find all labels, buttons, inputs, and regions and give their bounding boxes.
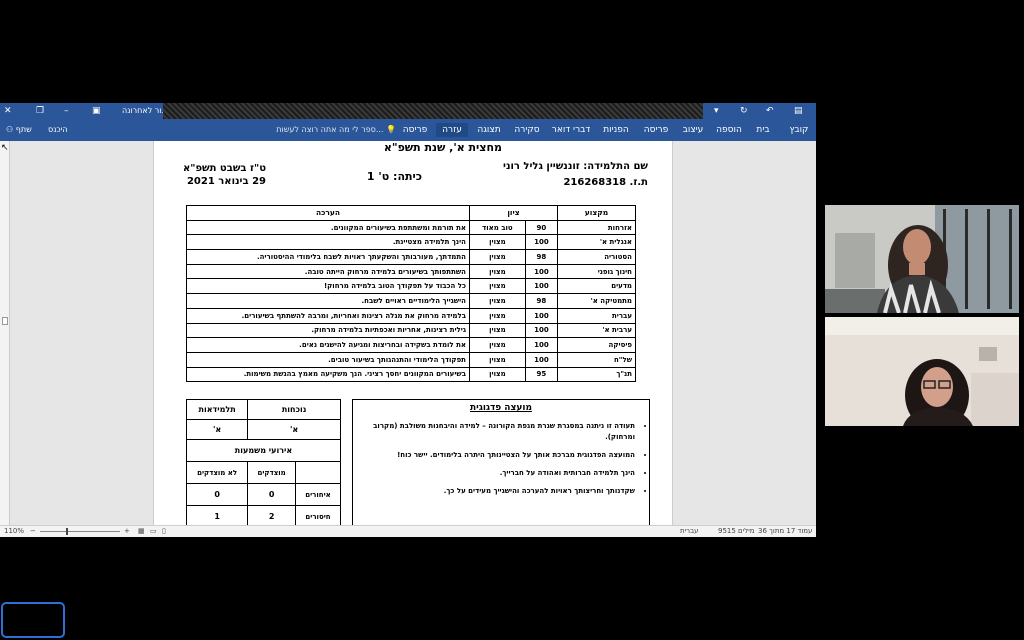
tab-layout[interactable]: פריסה [643, 125, 669, 135]
attendance-table [186, 399, 341, 525]
verbal-grade-cell: טוב מאוד [469, 220, 525, 235]
lates-label: איחורים [296, 484, 341, 506]
zoom-out-button[interactable]: − [30, 527, 36, 535]
comment-cell: כל הכבוד על תפקודך הטוב בלמידה מרחוק! [187, 279, 470, 294]
tab-view[interactable]: תצוגה [477, 125, 501, 135]
word-count[interactable]: 9515 מילים [718, 527, 755, 535]
table-row [187, 220, 636, 235]
tell-me-text: ספר לי מה אתה רוצה לעשות... [276, 125, 384, 134]
ruler-marker [2, 317, 8, 325]
subject-cell: חינוך גופני [558, 264, 636, 279]
events-title: אירועי משמעות [187, 440, 341, 462]
comment-cell: תפקודך הלימודי והתנהגותך בשיעור טובים. [187, 352, 470, 367]
tab-references[interactable]: הפניות [603, 125, 629, 135]
subject-cell: ערבית א' [558, 323, 636, 338]
absences-label: חיסורים [296, 506, 341, 526]
subject-cell: אנגלית א' [558, 235, 636, 250]
table-row [187, 338, 636, 353]
lates-unjustified: 0 [187, 484, 248, 506]
table-row [187, 367, 636, 382]
document-canvas[interactable] [10, 141, 816, 525]
empty-cell [296, 462, 341, 484]
minimize-icon[interactable]: – [64, 106, 69, 116]
status-bar [0, 525, 816, 537]
comment-cell: הינך תלמידה מצטיינת. [187, 235, 470, 250]
comment-cell: את לומדת בשקידה ובחריצות ומגיעה להישגים נאים. [187, 338, 470, 353]
restore-icon[interactable]: ❐ [36, 106, 45, 116]
table-row [187, 279, 636, 294]
attendance-value: א' [248, 420, 341, 440]
web-layout-icon[interactable]: ▦ [138, 527, 145, 535]
table-row [187, 308, 636, 323]
discipline-value: א' [187, 420, 248, 440]
table-header-row [187, 206, 636, 221]
user-icon: ⚇ [6, 125, 14, 134]
undo-icon[interactable]: ↶ [766, 106, 774, 116]
score-cell: 100 [525, 338, 557, 353]
subject-cell: אזרחות [558, 220, 636, 235]
ribbon-display-icon[interactable]: ▣ [92, 106, 101, 116]
column-header: מקצוע [558, 206, 636, 221]
mouse-cursor-icon: ↖ [1, 143, 9, 153]
table-row [187, 352, 636, 367]
verbal-grade-cell: מצוין [469, 294, 525, 309]
participant-video-2[interactable] [825, 317, 1019, 426]
tab-layout-2[interactable]: פריסה [402, 125, 428, 135]
share-button[interactable] [6, 123, 46, 137]
unjustified-header: לא מוצדקים [187, 462, 248, 484]
column-header: הערכה [187, 206, 470, 221]
participant-video-image [825, 205, 1019, 313]
tab-insert[interactable]: הוספה [716, 125, 742, 135]
zoom-slider[interactable] [40, 531, 120, 532]
class-label: כיתה: ט' 1 [366, 170, 422, 183]
score-cell: 90 [525, 220, 557, 235]
comment-cell: בלמידה מרחוק את מגלה רצינות ואחריות, ומרבה להשתתף בשיעורים. [187, 308, 470, 323]
subject-cell: מדעים [558, 279, 636, 294]
page-indicator[interactable]: עמוד 17 מתוך 36 [758, 527, 813, 535]
print-layout-icon[interactable]: ▭ [150, 527, 157, 535]
subject-cell: פיסיקה [558, 338, 636, 353]
subject-cell: הסטוריה [558, 250, 636, 265]
qat-more-icon[interactable]: ▾ [714, 106, 719, 116]
verbal-grade-cell: מצוין [469, 264, 525, 279]
verbal-grade-cell: מצוין [469, 279, 525, 294]
score-cell: 100 [525, 323, 557, 338]
student-name: שם התלמידה: זוננשיין גליל רוני [503, 161, 648, 172]
advice-title: מועצה פדגוגית [470, 403, 532, 413]
close-icon[interactable]: ✕ [4, 106, 12, 116]
lates-justified: 0 [248, 484, 296, 506]
comment-cell: את תורמת ומשתתפת בשיעורים המקוונים. [187, 220, 470, 235]
word-titlebar [0, 103, 816, 119]
language-indicator[interactable]: עברית [680, 527, 699, 535]
score-cell: 100 [525, 235, 557, 250]
score-cell: 100 [525, 279, 557, 294]
pedagogic-council-box [352, 399, 650, 525]
score-cell: 98 [525, 250, 557, 265]
absences-unjustified: 1 [187, 506, 248, 526]
report-title: מחצית א', שנת תשפ"א [383, 141, 502, 154]
participant-video-image [825, 317, 1019, 426]
comment-cell: השתתפותך בשיעורים בלמידה מרחוק הייתה טובה. [187, 264, 470, 279]
comment-cell: גילית רצינות, אחריות ואכפתיות בלמידה מרחוק. [187, 323, 470, 338]
score-cell: 98 [525, 294, 557, 309]
grades-table [186, 205, 636, 382]
zoom-slider-thumb[interactable] [66, 528, 68, 535]
tab-file[interactable]: קובץ [789, 125, 809, 135]
verbal-grade-cell: מצוין [469, 235, 525, 250]
table-row [187, 250, 636, 265]
read-mode-icon[interactable]: ▯ [162, 527, 166, 535]
document-page [153, 141, 673, 525]
discipline-header: תלמידאות [187, 400, 248, 420]
subject-cell: תנ"ך [558, 367, 636, 382]
list-item: • שקדנותך וחריצותך ראויות להערכה והישגייך מעידים על כך. [359, 486, 635, 497]
verbal-grade-cell: מצוין [469, 338, 525, 353]
tab-home[interactable]: בית [756, 125, 770, 135]
table-row [187, 235, 636, 250]
vertical-ruler [0, 141, 10, 525]
list-item: • הינך תלמידה חברותית ואהודה על חברייך. [359, 468, 635, 479]
redo-icon[interactable]: ↻ [740, 106, 748, 116]
attendance-header: נוכחות [248, 400, 341, 420]
date-gregorian: 29 בינואר 2021 [186, 176, 266, 187]
list-item: • המועצה הפדגוגית מברכת אותך על הצטיינותך היתרה בלימודים. יישר כוח! [359, 450, 635, 461]
ribbon-tabs [0, 119, 816, 141]
absences-justified: 2 [248, 506, 296, 526]
verbal-grade-cell: מצוין [469, 323, 525, 338]
subject-cell: של"ח [558, 352, 636, 367]
tab-mailings[interactable]: דברי דואר [551, 125, 591, 135]
subject-cell: עברית [558, 308, 636, 323]
column-header: ציון [469, 206, 557, 221]
verbal-grade-cell: מצוין [469, 352, 525, 367]
comment-cell: התמדתך, מעורבותך והשקעתך ראויות לשבח בלימודי ההיסטוריה. [187, 250, 470, 265]
justified-header: מוצדקים [248, 462, 296, 484]
list-item: • תעודה זו ניתנה במסגרת שגרת מגפת הקורונה – למידה והיבחנות משולבת (מקרוב ומרחוק). [359, 421, 635, 443]
share-label: שתף [15, 125, 32, 134]
tab-design[interactable]: עיצוב [682, 125, 704, 135]
score-cell: 100 [525, 352, 557, 367]
tell-me-box[interactable] [276, 123, 396, 137]
subject-cell: מתמטיקה א' [558, 294, 636, 309]
document-title: ור לאחרונה [122, 106, 162, 115]
zoom-level[interactable]: 110% [4, 527, 25, 535]
zoom-in-button[interactable]: + [124, 527, 130, 535]
tab-review[interactable]: סקירה [514, 125, 540, 135]
verbal-grade-cell: מצוין [469, 367, 525, 382]
signin-button[interactable]: היכנס [48, 125, 68, 134]
table-row [187, 294, 636, 309]
score-cell: 100 [525, 308, 557, 323]
screen-share-hatch [163, 103, 703, 119]
verbal-grade-cell: מצוין [469, 308, 525, 323]
score-cell: 100 [525, 264, 557, 279]
participant-video-1[interactable] [825, 205, 1019, 313]
verbal-grade-cell: מצוין [469, 250, 525, 265]
comment-cell: הישגייך הלימודיים ראויים לשבח. [187, 294, 470, 309]
word-window [0, 103, 816, 537]
save-icon[interactable]: ▤ [794, 106, 803, 116]
date-hebrew: ט"ז בשבט תשפ"א [182, 163, 266, 174]
student-id: ת.ז. 216268318 [563, 177, 648, 188]
tab-help[interactable]: עזרה [436, 123, 468, 137]
table-row [187, 264, 636, 279]
score-cell: 95 [525, 367, 557, 382]
lightbulb-icon: 💡 [386, 125, 396, 134]
comment-cell: בשיעורים המקוונים יחסך רציני. הנך משקיעה מאמץ בהגשת משימות. [187, 367, 470, 382]
selection-frame[interactable] [1, 602, 65, 638]
table-row [187, 323, 636, 338]
